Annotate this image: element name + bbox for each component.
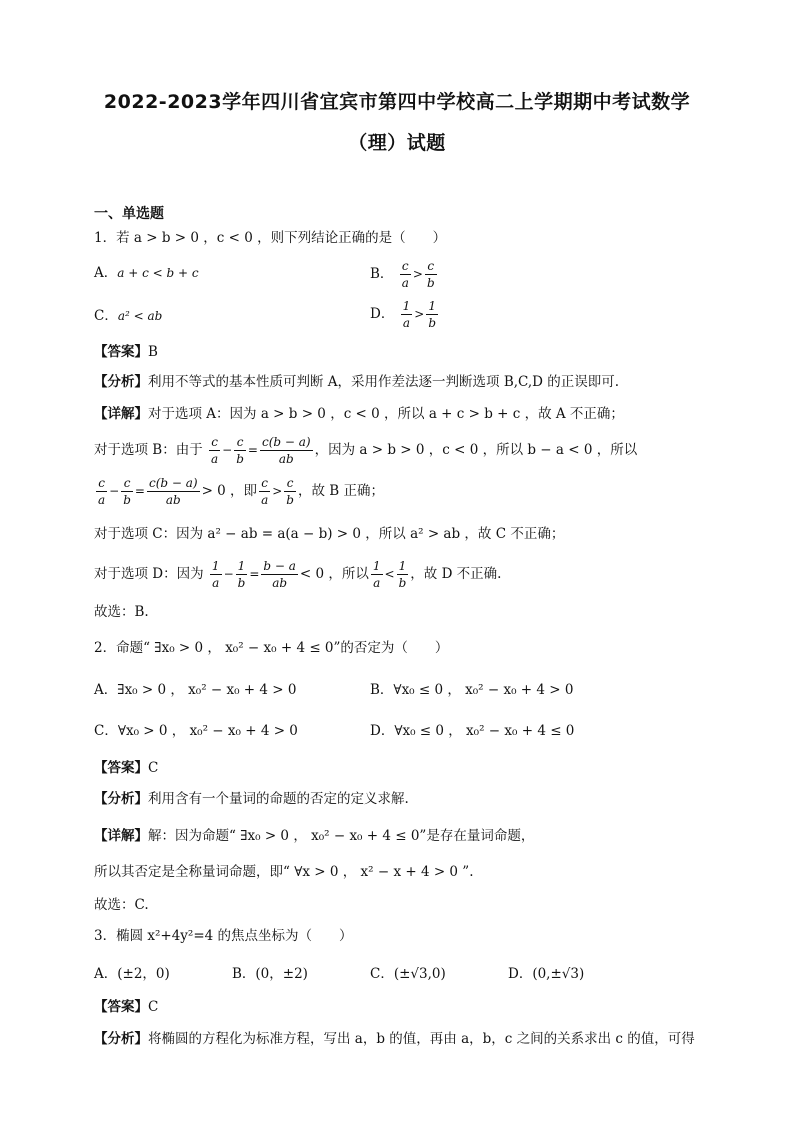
section-heading: 一、单选题 xyxy=(94,206,164,222)
q3-analysis: 【分析】将椭圆的方程化为标准方程，写出 a，b 的值，再由 a，b，c 之间的关系求出 c 的值，可得 xyxy=(94,1031,695,1047)
q2-option-d: D．∀x₀ ≤ 0 ， x₀² − x₀ + 4 ≤ 0 xyxy=(370,723,575,739)
q3-option-a: A．(±2，0) xyxy=(94,966,170,982)
q1-detail-line3: $\frac{c}{a}$ − $\frac{c}{b}$ = $\frac{c(b - a)}{ab}$ > 0 ，即 $\frac{c}{a}$ > $\frac{c}{b}$ ，故 B 正确； xyxy=(98,476,384,507)
q1-answer: 【答案】B xyxy=(94,344,158,360)
q2-choose: 故选：C. xyxy=(94,897,149,913)
q2-option-c: C．∀x₀ > 0 ， x₀² − x₀ + 4 > 0 xyxy=(94,723,298,739)
q1-option-b: B． $\frac{c}{a}$ > $\frac{c}{b}$ xyxy=(370,259,435,290)
q2-answer: 【答案】C xyxy=(94,760,159,776)
q1-option-c: C．a² < ab xyxy=(94,308,163,324)
exam-title-line1: 2022-2023学年四川省宜宾市第四中学校高二上学期期中考试数学 xyxy=(103,91,691,113)
q3-answer: 【答案】C xyxy=(94,999,159,1015)
q2-detail-line2: 所以其否定是全称量词命题，即“ ∀x > 0 ， x² − x + 4 > 0 ”. xyxy=(94,864,474,880)
q2-detail-line1: 【详解】解：因为命题“ ∃x₀ > 0 ， x₀² − x₀ + 4 ≤ 0”是存在量词命题， xyxy=(94,828,535,844)
q2-stem: 2．命题“ ∃x₀ > 0 ， x₀² − x₀ + 4 ≤ 0”的否定为（ ） xyxy=(94,640,449,656)
q1-detail-line4: 对于选项 C：因为 a² − ab = a(a − b) > 0 ，所以 a² > ab ，故 C 不正确； xyxy=(94,526,565,542)
q1-detail-line5: 对于选项 D：因为 $\frac{1}{a}$ − $\frac{1}{b}$ = $\frac{b - a}{ab}$ < 0 ，所以 $\frac{1}{a}$ < $\frac{1}{b}$ ，故 D 不正确. xyxy=(94,559,502,590)
q1-option-a: A．a + c < b + c xyxy=(94,265,199,281)
q1-stem: 1．若 a > b > 0 ，c < 0 ，则下列结论正确的是（ ） xyxy=(94,230,447,246)
q3-option-b: B．(0，±2) xyxy=(232,966,308,982)
q1-detail-line1: 【详解】对于选项 A：因为 a > b > 0 ，c < 0 ，所以 a + c > b + c ，故 A 不正确； xyxy=(94,406,624,422)
q3-stem: 3．椭圆 x²+4y²=4 的焦点坐标为（ ） xyxy=(94,928,353,944)
q1-detail-line2: 对于选项 B：由于 $\frac{c}{a}$ − $\frac{c}{b}$ = $\frac{c(b - a)}{ab}$ ，因为 a > b > 0 ，c < 0 ，所以 b − a < 0 ，所以 xyxy=(94,435,638,466)
q3-option-d: D．(0,±√3) xyxy=(508,966,585,982)
exam-title-line2: （理）试题 xyxy=(348,132,446,154)
q2-option-b: B．∀x₀ ≤ 0 ， x₀² − x₀ + 4 > 0 xyxy=(370,682,574,698)
q1-analysis: 【分析】利用不等式的基本性质可判断 A，采用作差法逐一判断选项 B,C,D 的正误即可. xyxy=(94,374,620,390)
q3-option-c: C．(±√3,0) xyxy=(370,966,446,982)
q2-analysis: 【分析】利用含有一个量词的命题的否定的定义求解. xyxy=(94,791,409,807)
q1-option-d: D． $\frac{1}{a}$ > $\frac{1}{b}$ xyxy=(370,299,437,330)
q2-option-a: A．∃x₀ > 0 ， x₀² − x₀ + 4 > 0 xyxy=(94,682,297,698)
q1-choose: 故选：B. xyxy=(94,604,149,620)
